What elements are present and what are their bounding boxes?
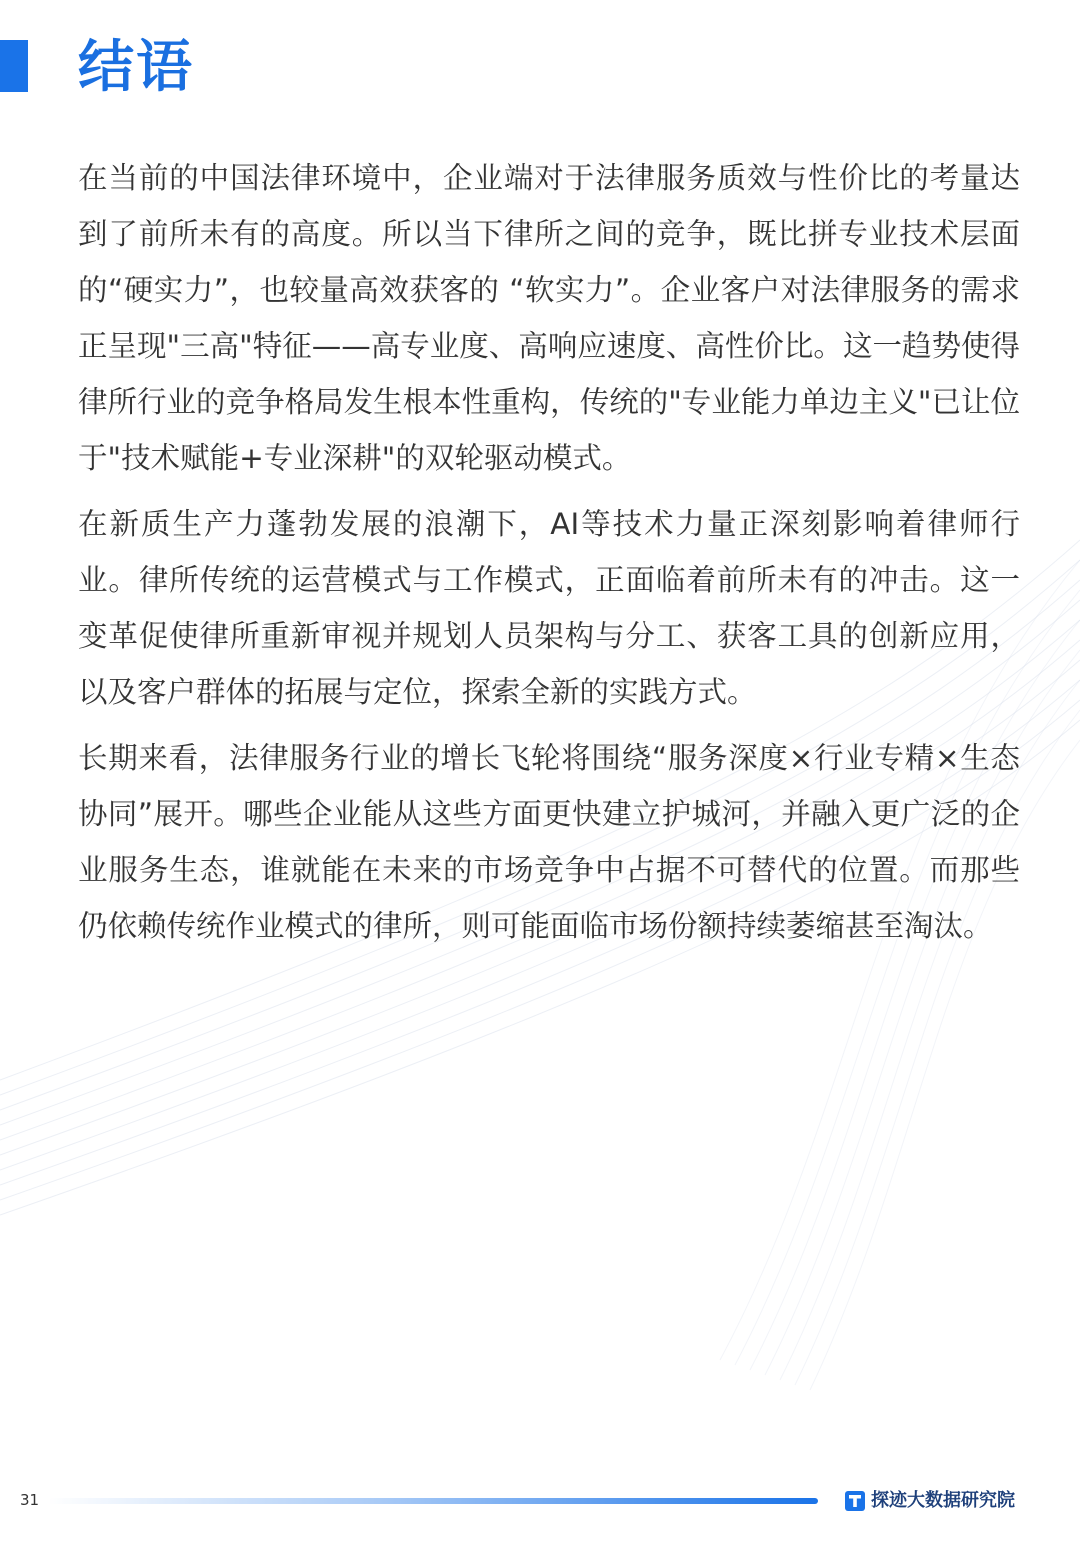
page-number: 31	[20, 1491, 40, 1509]
paragraph: 在当前的中国法律环境中，企业端对于法律服务质效与性价比的考量达到了前所未有的高度。所以当下律所之间的竞争，既比拼专业技术层面的“硬实力”，也较量高效获客的 “软实力”。企业客户对法律服务的需求正呈现"三高"特征——高专业度、高响应速度、高性价比。这一趋势使得律所行业的竞争格局发生根本性重构，传统的"专业能力单边主义"已让位于"技术赋能+专业深耕"的双轮驱动模式。	[78, 161, 1020, 475]
tanji-logo-icon	[845, 1491, 865, 1511]
paragraph: 长期来看，法律服务行业的增长飞轮将围绕“服务深度×行业专精×生态协同”展开。哪些企业能从这些方面更快建立护城河，并融入更广泛的企业服务生态，谁就能在未来的市场竞争中占据不可替代的位置。而那些仍依赖传统作业模式的律所，则可能面临市场份额持续萎缩甚至淘汰。	[78, 741, 1020, 943]
body-text	[78, 150, 1020, 964]
footer-brand	[845, 1488, 1015, 1514]
brand-name: 探迹大数据研究院	[871, 1490, 1015, 1511]
footer-divider-line	[48, 1498, 818, 1504]
title-accent-bar	[0, 40, 28, 92]
paragraph: 在新质生产力蓬勃发展的浪潮下，AI等技术力量正深刻影响着律师行业。律所传统的运营模式与工作模式，正面临着前所未有的冲击。这一变革促使律所重新审视并规划人员架构与分工、获客工具的创新应用，以及客户群体的拓展与定位，探索全新的实践方式。	[78, 507, 1020, 709]
page-title: 结语	[78, 35, 194, 100]
